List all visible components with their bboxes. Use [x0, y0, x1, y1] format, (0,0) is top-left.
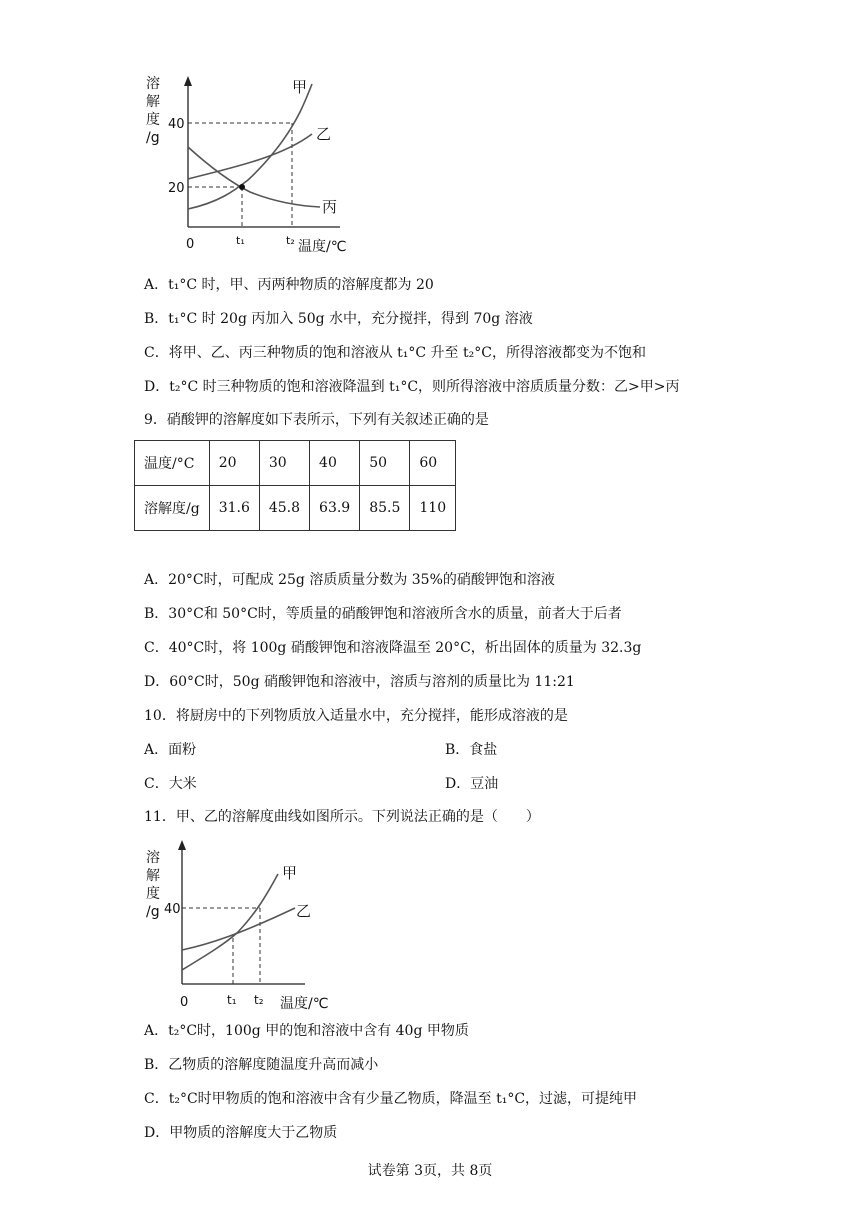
ylabel-unit: /g — [146, 904, 160, 920]
ytick-20: 20 — [168, 181, 185, 196]
q11-option-a: A．t₂°C时，100g 甲的饱和溶液中含有 40g 甲物质 — [144, 1023, 469, 1039]
xtick-t2: t₂ — [254, 993, 264, 1007]
table-cell: 63.9 — [310, 486, 360, 531]
table-cell: 30 — [259, 441, 309, 486]
ytick-40: 40 — [164, 902, 181, 917]
ylabel-unit: /g — [146, 130, 160, 146]
table-row — [135, 486, 456, 531]
q8-option-b: B．t₁°C 时 20g 丙加入 50g 水中，充分搅拌，得到 70g 溶液 — [144, 311, 533, 327]
q10-option-a: A．面粉 — [144, 742, 197, 758]
table-cell: 85.5 — [360, 486, 410, 531]
ylabel-char-1: 溶 — [146, 76, 160, 92]
table-cell: 45.8 — [259, 486, 309, 531]
ylabel-char-3: 度 — [146, 112, 160, 128]
origin-label: 0 — [186, 237, 195, 252]
table-cell: 31.6 — [209, 486, 259, 531]
label-jia: 甲 — [292, 78, 308, 96]
ylabel-char-3: 度 — [146, 886, 160, 902]
solubility-table — [134, 440, 456, 531]
q9-stem: 9．硝酸钾的溶解度如下表所示，下列有关叙述正确的是 — [144, 412, 489, 428]
q8-option-c: C．将甲、乙、丙三种物质的饱和溶液从 t₁°C 升至 t₂°C，所得溶液都变为不饱和 — [144, 345, 646, 361]
curve-yi — [182, 908, 295, 950]
q11-option-b: B．乙物质的溶解度随温度升高而减小 — [144, 1057, 379, 1073]
intersection-point — [239, 184, 245, 190]
table-cell: 溶解度/g — [135, 486, 210, 531]
q10-option-b: B．食盐 — [445, 742, 498, 758]
xtick-t1: t₁ — [227, 993, 237, 1007]
table-cell: 60 — [410, 441, 456, 486]
table-row — [135, 441, 456, 486]
solubility-chart-1 — [140, 72, 360, 257]
q10-stem: 10．将厨房中的下列物质放入适量水中，充分搅拌，能形成溶液的是 — [144, 708, 568, 724]
table-cell: 110 — [410, 486, 456, 531]
q11-stem: 11．甲、乙的溶解度曲线如图所示。下列说法正确的是（ ） — [144, 809, 540, 825]
ylabel-char-2: 解 — [146, 868, 160, 884]
y-axis-arrow — [184, 76, 192, 86]
curve-yi — [188, 134, 312, 179]
curve-bing — [188, 147, 320, 207]
q11-option-c: C．t₂°C时甲物质的饱和溶液中含有少量乙物质，降温至 t₁°C，过滤，可提纯甲 — [144, 1091, 638, 1107]
q8-option-a: A．t₁°C 时，甲、丙两种物质的溶解度都为 20 — [144, 277, 434, 293]
ylabel-char-2: 解 — [146, 94, 160, 110]
xtick-t1: t₁ — [236, 234, 245, 247]
label-jia: 甲 — [282, 864, 298, 882]
q8-option-d: D．t₂°C 时三种物质的饱和溶液降温到 t₁°C，则所得溶液中溶质质量分数：乙>甲>丙 — [144, 379, 680, 395]
page-footer: 试卷第 3页，共 8页 — [367, 1163, 493, 1179]
ylabel-char-1: 溶 — [146, 850, 160, 866]
label-yi: 乙 — [296, 902, 312, 920]
q9-option-d: D．60°C时，50g 硝酸钾饱和溶液中，溶质与溶剂的质量比为 11:21 — [144, 674, 575, 690]
xlabel: 温度/℃ — [280, 996, 329, 1012]
curve-jia — [188, 84, 312, 209]
label-yi: 乙 — [316, 125, 332, 143]
table-cell: 20 — [209, 441, 259, 486]
label-bing: 丙 — [322, 198, 338, 216]
xtick-t2: t₂ — [286, 234, 295, 247]
q9-option-a: A．20°C时，可配成 25g 溶质质量分数为 35%的硝酸钾饱和溶液 — [144, 572, 555, 588]
xlabel: 温度/℃ — [298, 239, 347, 255]
q10-option-c: C．大米 — [144, 776, 197, 792]
y-axis-arrow — [178, 840, 186, 850]
table-cell: 温度/°C — [135, 441, 210, 486]
origin-label: 0 — [180, 995, 189, 1010]
ytick-40: 40 — [168, 117, 185, 132]
q9-option-c: C．40°C时，将 100g 硝酸钾饱和溶液降温至 20°C，析出固体的质量为 32.3g — [144, 640, 642, 656]
q9-option-b: B．30°C和 50°C时，等质量的硝酸钾饱和溶液所含水的质量，前者大于后者 — [144, 606, 622, 622]
table-cell: 40 — [310, 441, 360, 486]
solubility-chart-2 — [140, 836, 350, 1016]
table-cell: 50 — [360, 441, 410, 486]
q10-option-d: D．豆油 — [445, 776, 499, 792]
q11-option-d: D．甲物质的溶解度大于乙物质 — [144, 1125, 338, 1141]
